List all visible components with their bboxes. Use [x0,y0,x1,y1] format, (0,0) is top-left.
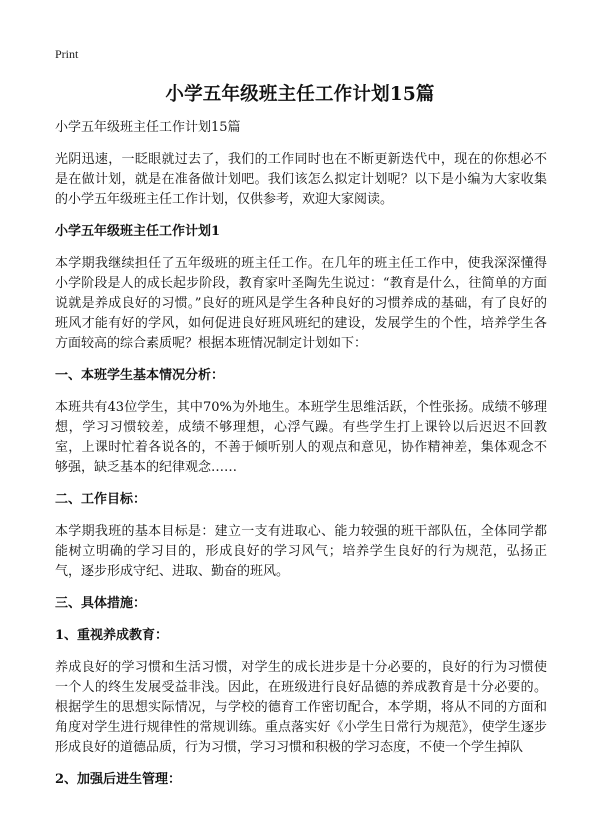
heading-specific-measures: 三、具体措施： [55,596,147,611]
document-title: 小学五年级班主任工作计划15篇 [165,84,435,105]
section-heading-plan-1: 小学五年级班主任工作计划1 [55,224,221,239]
heading-measure-1: 1、重视养成教育： [55,628,169,643]
heading-work-goal: 二、工作目标： [55,492,147,507]
work-goal-paragraph: 本学期我班的基本目标是：建立一支有进取心、能力较强的班干部队伍，全体同学都能树立明确的学习目的，形成良好的学习风气；培养学生良好的行为规范，弘扬正气，逐步形成守纪、进取、勤奋的班风。 [55,524,547,579]
document-subtitle: 小学五年级班主任工作计划15篇 [55,120,241,135]
intro-paragraph: 光阴迅速，一眨眼就过去了，我们的工作同时也在不断更新迭代中，现在的你想必不是在做计划，就是在准备做计划吧。我们该怎么拟定计划呢？以下是小编为大家收集的小学五年级班主任工作计划，仅供参考，欢迎大家阅读。 [55,152,547,207]
plan-1-paragraph: 本学期我继续担任了五年级班的班主任工作。在几年的班主任工作中，使我深深懂得小学阶段是人的成长起步阶段，教育家叶圣陶先生说过：“教育是什么，往简单的方面说就是养成良好的习惯。”良好的班风是学生各种良好的习惯养成的基础，有了良好的班风才能有好的学风，如何促进良好班风班纪的建设，发展学生的个性，培养学生各方面较高的综合素质呢？根据本班情况制定计划如下： [55,256,547,351]
measure-1-paragraph: 养成良好的学习惯和生活习惯，对学生的成长进步是十分必要的，良好的行为习惯使一个人的终生发展受益非浅。因此，在班级进行良好品德的养成教育是十分必要的。根据学生的思想实际情况，与学校的德育工作密切配合，本学期，将从不同的方面和角度对学生进行规律性的常规训练。重点落实好《小学生日常行为规范》，使学生逐步形成良好的道德品质，行为习惯，学习习惯和积极的学习态度，不使一个学生掉队 [55,660,547,755]
basic-situation-paragraph: 本班共有43位学生，其中70%为外地生。本班学生思维活跃，个性张扬。成绩不够理想，学习习惯较差，成绩不够理想，心浮气躁。有些学生打上课铃以后迟迟不回教室，上课时忙着各说各的，不善于倾听别人的观点和意见，协作精神差，集体观念不够强，缺乏基本的纪律观念…… [55,400,547,475]
heading-measure-2: 2、加强后进生管理： [55,772,182,787]
heading-basic-situation: 一、本班学生基本情况分析： [55,368,225,383]
document-body [55,118,547,802]
print-label[interactable]: Print [55,47,79,61]
